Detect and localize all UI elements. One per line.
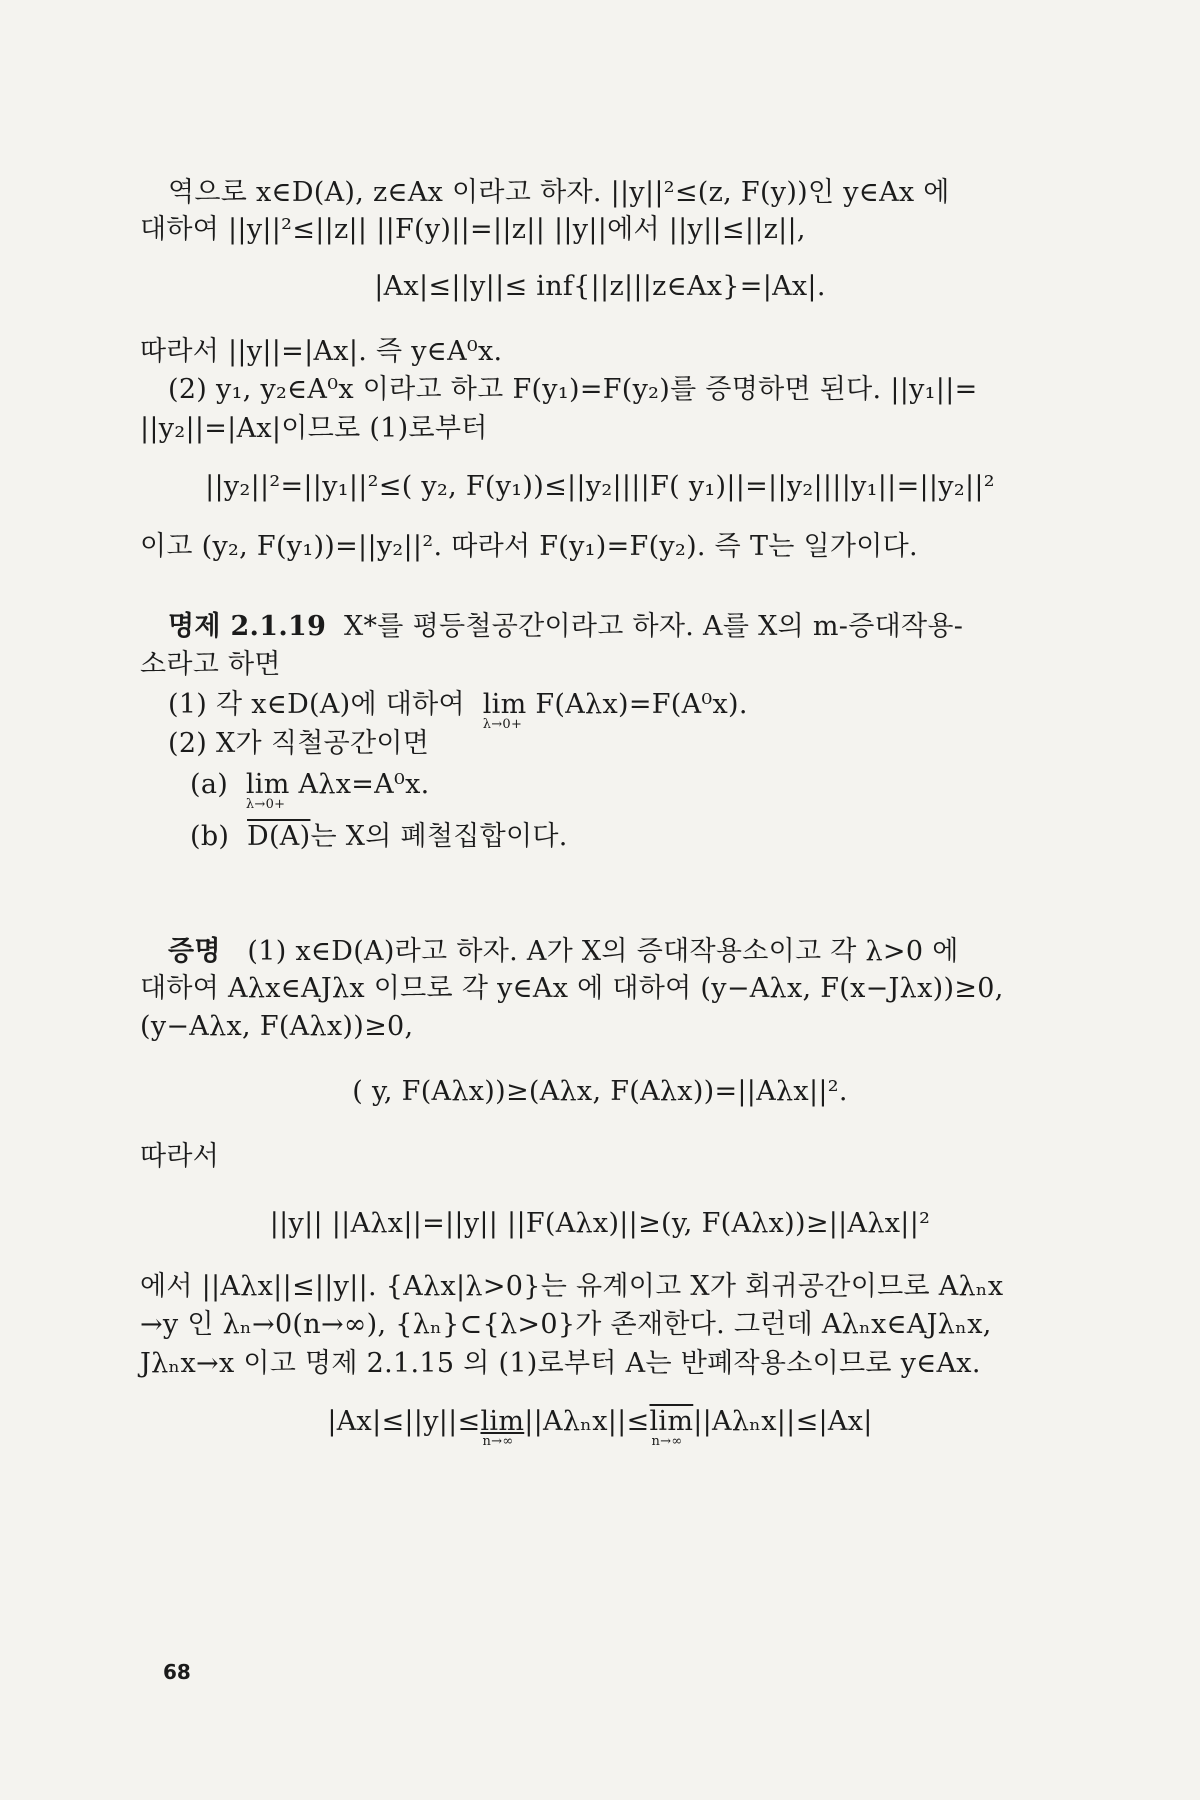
proof-equation-3 — [0, 1405, 1200, 1449]
proof-line-7: Jλₙx→x 이고 명제 2.1.15 의 (1)로부터 A는 반폐작용소이므로 y∈Ax. — [140, 1348, 981, 1379]
proof-line-3: (y−Aλx, F(Aλx))≥0, — [140, 1011, 414, 1042]
item-2b-rest: 는 X의 폐철집합이다. — [310, 821, 568, 852]
lim-text: lim — [482, 689, 527, 720]
text-line-1: 역으로 x∈D(A), z∈Ax 이라고 하자. ||y||²≤(z, F(y))인 y∈Ax 에 — [168, 177, 950, 208]
proposition-label: 명제 2.1.19 — [168, 611, 327, 642]
text-line-6: 이고 (y₂, F(y₁))=||y₂||². 따라서 F(y₁)=F(y₂). 즉 T는 일가이다. — [140, 531, 918, 562]
proposition-line-2: 소라고 하면 — [140, 649, 281, 680]
eq3-part-b: ||Aλₙx||≤ — [524, 1406, 650, 1437]
lim-subscript: n→∞ — [482, 1434, 514, 1449]
item-1-prefix: (1) 각 x∈D(A)에 대하여 — [168, 689, 465, 720]
proposition-item-2: (2) X가 직철공간이면 — [168, 728, 430, 759]
lim-subscript: λ→0+ — [245, 797, 286, 812]
proposition-line-1 — [168, 610, 963, 644]
proposition-item-1 — [168, 688, 748, 732]
limit-operator — [245, 768, 290, 812]
item-2b-prefix: (b) — [190, 821, 230, 852]
lim-text: lim — [245, 769, 290, 800]
proof-line-1 — [168, 935, 959, 969]
limit-operator — [482, 688, 527, 732]
equation-1: |Ax|≤||y||≤ inf{||z|||z∈Ax}=|Ax|. — [374, 271, 826, 302]
eq3-part-c: ||Aλₙx||≤|Ax| — [693, 1406, 873, 1437]
eq3-part-a: |Ax|≤||y||≤ — [327, 1406, 481, 1437]
text-line-3: 따라서 ||y||=|Ax|. 즉 y∈A⁰x. — [140, 336, 503, 367]
proof-label: 증명 — [168, 936, 221, 967]
proposition-item-2a — [190, 768, 430, 812]
proposition-text-1: X*를 평등철공간이라고 하자. A를 X의 m-증대작용- — [343, 611, 964, 642]
proof-equation-1: ( y, F(Aλx))≥(Aλx, F(Aλx))=||Aλx||². — [352, 1076, 848, 1107]
lim-text: lim — [649, 1406, 694, 1437]
proposition-item-2b — [190, 820, 568, 854]
item-2a-rest: Aλx=A⁰x. — [298, 769, 430, 800]
item-1-rest: F(Aλx)=F(A⁰x). — [535, 689, 748, 720]
proof-line-2: 대하여 Aλx∈AJλx 이므로 각 y∈Ax 에 대하여 (y−Aλx, F(x−Jλx))≥0, — [140, 973, 1004, 1004]
page-number: 68 — [163, 1660, 191, 1684]
proof-line-4: 따라서 — [140, 1141, 220, 1172]
proof-line-6: →y 인 λₙ→0(n→∞), {λₙ}⊂{λ>0}가 존재한다. 그런데 Aλₙx∈AJλₙx, — [140, 1309, 992, 1340]
text-line-4: (2) y₁, y₂∈A⁰x 이라고 하고 F(y₁)=F(y₂)를 증명하면 된다. ||y₁||= — [168, 374, 978, 405]
upper-limit — [649, 1405, 694, 1449]
proof-line-5: 에서 ||Aλx||≤||y||. {Aλx|λ>0}는 유계이고 X가 회귀공간이므로 Aλₙx — [140, 1271, 1004, 1302]
lower-limit — [480, 1405, 525, 1449]
closure-domain: D(A) — [247, 821, 311, 852]
item-2a-prefix: (a) — [190, 769, 229, 800]
equation-2: ||y₂||²=||y₁||²≤( y₂, F(y₁))≤||y₂||||F( y₁)||=||y₂||||y₁||=||y₂||² — [205, 471, 995, 502]
proof-text-1: (1) x∈D(A)라고 하자. A가 X의 증대작용소이고 각 λ>0 에 — [247, 936, 959, 967]
lim-text: lim — [480, 1406, 525, 1437]
proof-equation-2: ||y|| ||Aλx||=||y|| ||F(Aλx)||≥(y, F(Aλx))≥||Aλx||² — [269, 1208, 931, 1239]
lim-subscript: λ→0+ — [482, 717, 523, 732]
text-line-2: 대하여 ||y||²≤||z|| ||F(y)||=||z|| ||y||에서 ||y||≤||z||, — [140, 214, 806, 245]
lim-subscript: n→∞ — [651, 1434, 683, 1449]
text-line-5: ||y₂||=|Ax|이므로 (1)로부터 — [140, 413, 488, 444]
